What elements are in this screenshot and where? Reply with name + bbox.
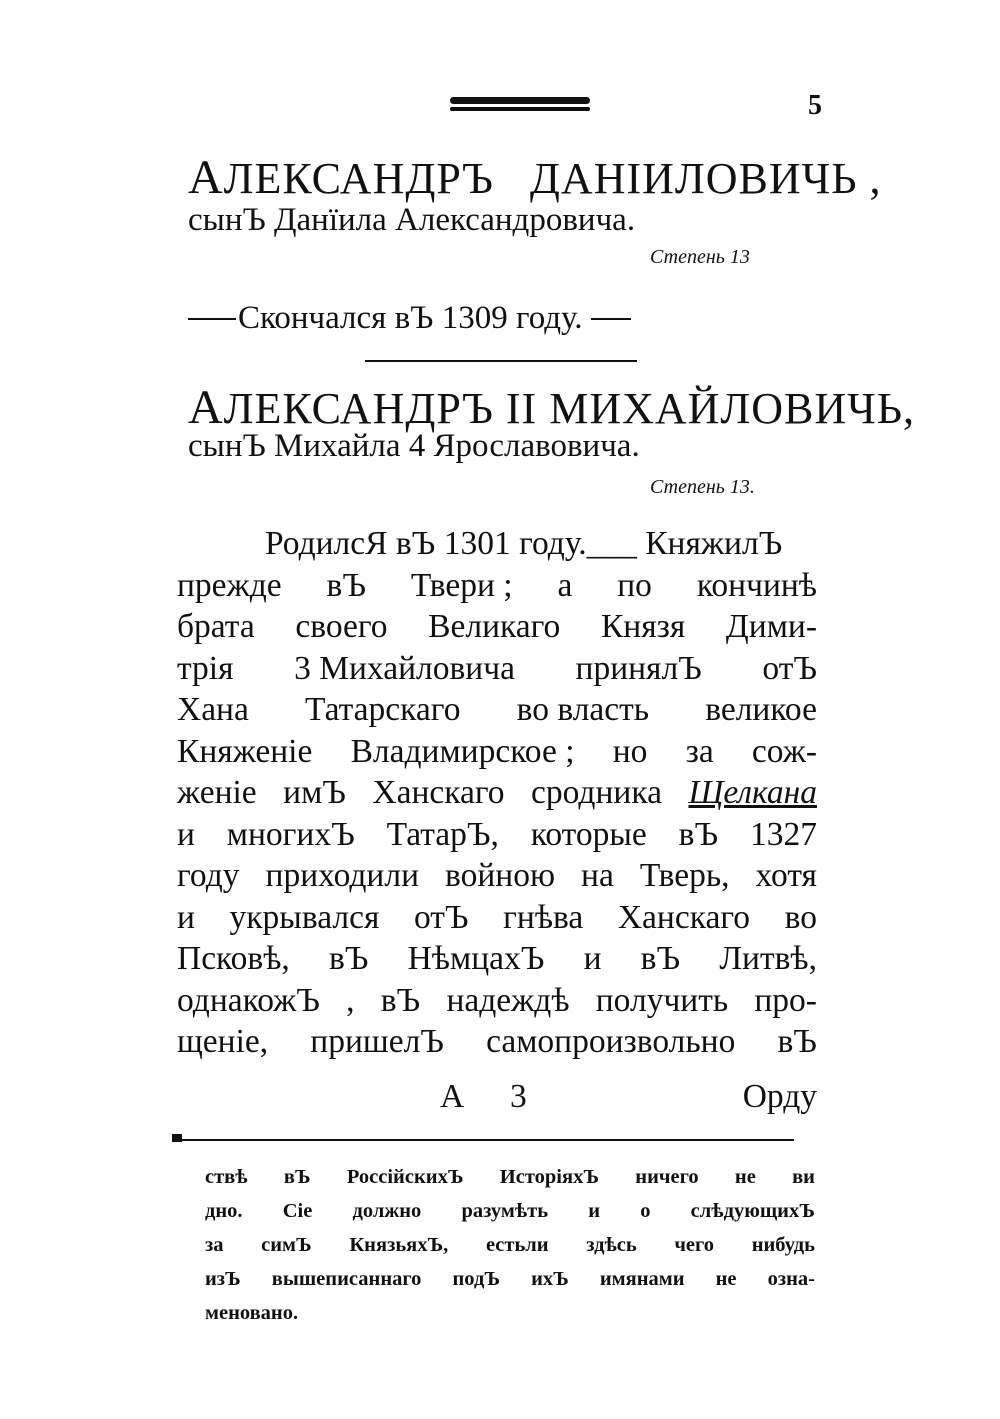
word: здѣсь	[586, 1234, 637, 1256]
header-ornament	[450, 95, 590, 115]
word: естьли	[485, 1234, 549, 1256]
word: 3 Михайловича	[294, 649, 515, 687]
word: дно.	[205, 1200, 243, 1222]
word: ихЪ	[531, 1268, 569, 1290]
entry1-title	[188, 150, 882, 205]
word: про-	[754, 981, 817, 1019]
word: и	[588, 1200, 601, 1222]
word: которые	[530, 815, 647, 853]
footnote-line	[205, 1296, 815, 1330]
word: и	[177, 898, 195, 936]
word: надеждѣ	[446, 981, 570, 1019]
word: Князя	[600, 608, 686, 645]
word: не	[715, 1268, 737, 1290]
footnote	[205, 1160, 815, 1330]
word: войною	[445, 857, 555, 894]
word: отЪ	[762, 649, 817, 687]
word: отЪ	[413, 898, 469, 936]
word: КнязьяхЪ,	[349, 1234, 449, 1256]
word: Литвѣ,	[719, 940, 817, 977]
word: Дими-	[725, 608, 817, 645]
word: Ханскаго	[372, 774, 505, 811]
word: изЪ	[205, 1268, 241, 1290]
word: ИсторіяхЪ	[499, 1166, 599, 1188]
word: 1327	[749, 815, 817, 853]
word: ТатарЪ,	[386, 815, 499, 853]
body-line	[177, 814, 817, 856]
word: ,	[346, 981, 355, 1019]
word: ничего	[635, 1166, 699, 1188]
word: вЪ	[328, 940, 369, 977]
footnote-line	[205, 1160, 815, 1194]
italic-name-shchelkan: Щелкана	[688, 774, 817, 811]
body-line	[177, 606, 817, 648]
word: во власть	[516, 691, 650, 728]
body-line	[177, 855, 817, 897]
word: вЪ	[777, 1023, 817, 1060]
entry1-title-text: ЛЕКСАНДРЪ ДАНІИЛОВИЧЬ ,	[223, 154, 882, 203]
word: пришелЪ	[310, 1023, 444, 1060]
word: году	[177, 857, 240, 894]
signature-number: 3	[510, 1078, 527, 1115]
section-divider	[365, 360, 637, 362]
word: приходили	[265, 857, 419, 894]
entry1-death-note-line	[188, 300, 631, 337]
word: озна-	[767, 1268, 815, 1290]
entry1-degree: Степень 13	[650, 246, 750, 268]
signature-catchword-line	[177, 1078, 817, 1120]
word: принялЪ	[575, 649, 702, 687]
word: ви	[792, 1166, 815, 1188]
signature-letter: А	[440, 1078, 465, 1115]
entry2-title-initial: А	[188, 381, 224, 434]
footnote-line	[205, 1194, 815, 1228]
word: ствѣ	[205, 1166, 248, 1188]
word: меновано.	[205, 1302, 299, 1324]
entry2-body	[177, 523, 817, 1063]
word: однакожЪ	[177, 981, 320, 1019]
body-line	[177, 648, 817, 690]
word: Великаго	[428, 608, 561, 645]
word: вЪ	[326, 566, 366, 604]
entry2-subtitle: сынЪ Михайла 4 Ярославовича.	[188, 428, 640, 464]
word: о	[640, 1200, 651, 1222]
word: трія	[177, 649, 234, 687]
word: разумѣть	[461, 1200, 549, 1222]
body-line	[177, 980, 817, 1022]
word: симЪ	[261, 1234, 312, 1256]
word: своего	[295, 608, 388, 645]
page-number: 5	[808, 90, 822, 121]
word: слѣдующихЪ	[690, 1200, 815, 1222]
word: получить	[595, 981, 729, 1019]
word: Ханскаго	[617, 898, 751, 936]
word: но	[612, 732, 648, 770]
dash-left	[188, 318, 236, 320]
word: подЪ	[452, 1268, 501, 1290]
word: за	[205, 1234, 224, 1256]
entry1-title-initial: А	[188, 151, 224, 204]
word: Хана	[177, 691, 249, 728]
word: на	[581, 857, 614, 894]
word: должно	[352, 1200, 422, 1222]
word: самопроизвольно	[486, 1023, 736, 1060]
word: вЪ	[640, 940, 681, 977]
word: многихЪ	[226, 815, 355, 853]
word: не	[734, 1166, 756, 1188]
word: Владимирское ;	[350, 732, 575, 770]
body-line	[177, 897, 817, 939]
body-line	[177, 938, 817, 980]
word: НѣмцахЪ	[407, 940, 545, 977]
catchword: Орду	[742, 1078, 817, 1115]
body-text-segment: РодилсЯ вЪ 1301 году.___ КняжилЪ	[265, 525, 783, 562]
body-line	[177, 772, 817, 814]
dash-right	[591, 318, 631, 320]
word: чего	[674, 1234, 715, 1256]
entry1-death-note: Скончался вЪ 1309 году.	[238, 300, 583, 336]
entry2-title-text: ЛЕКСАНДРЪ II МИХАЙЛОВИЧЬ,	[223, 384, 916, 433]
body-line	[177, 689, 817, 731]
word: вышеписаннаго	[271, 1268, 422, 1290]
body-line	[177, 565, 817, 607]
word: и	[583, 940, 602, 977]
entry2-degree: Степень 13.	[650, 476, 755, 498]
word: брата	[177, 608, 255, 645]
body-line	[177, 1021, 817, 1063]
ornament-bar-top	[450, 97, 590, 104]
word: Твери ;	[410, 566, 513, 604]
word: вЪ	[283, 1166, 311, 1188]
word: женіе	[177, 774, 257, 811]
word: сродника	[531, 774, 662, 811]
word: прежде	[177, 566, 282, 604]
word: хотя	[755, 857, 817, 894]
body-line	[177, 523, 817, 565]
word: за	[685, 732, 714, 770]
word: имянами	[599, 1268, 685, 1290]
word: сож-	[751, 732, 817, 770]
footnote-rule	[174, 1139, 794, 1141]
word: вЪ	[380, 981, 421, 1019]
entry1-subtitle: сынЪ Данїила Александровича.	[188, 202, 636, 238]
word: вЪ	[678, 815, 719, 853]
footnote-line	[205, 1262, 815, 1296]
word: а	[557, 566, 573, 604]
word: Тверь,	[639, 857, 730, 894]
word: во	[784, 898, 817, 936]
ornament-bar-bottom	[450, 107, 590, 111]
word: Псковѣ,	[177, 940, 290, 977]
footnote-line	[205, 1228, 815, 1262]
word: гнѣва	[503, 898, 584, 936]
word: РоссійскихЪ	[346, 1166, 464, 1188]
word: Татарскаго	[305, 691, 461, 728]
word: Княженіе	[177, 732, 313, 770]
word: укрывался	[229, 898, 380, 936]
word: Сіе	[282, 1200, 313, 1222]
word: великое	[705, 691, 817, 728]
word: по	[617, 566, 652, 604]
word: имЪ	[283, 774, 346, 811]
word: щеніе,	[177, 1023, 269, 1060]
word: нибудь	[751, 1234, 815, 1256]
word: кончинѣ	[696, 566, 817, 604]
body-line	[177, 731, 817, 773]
word: и	[177, 815, 195, 853]
entry2-title	[188, 380, 915, 435]
